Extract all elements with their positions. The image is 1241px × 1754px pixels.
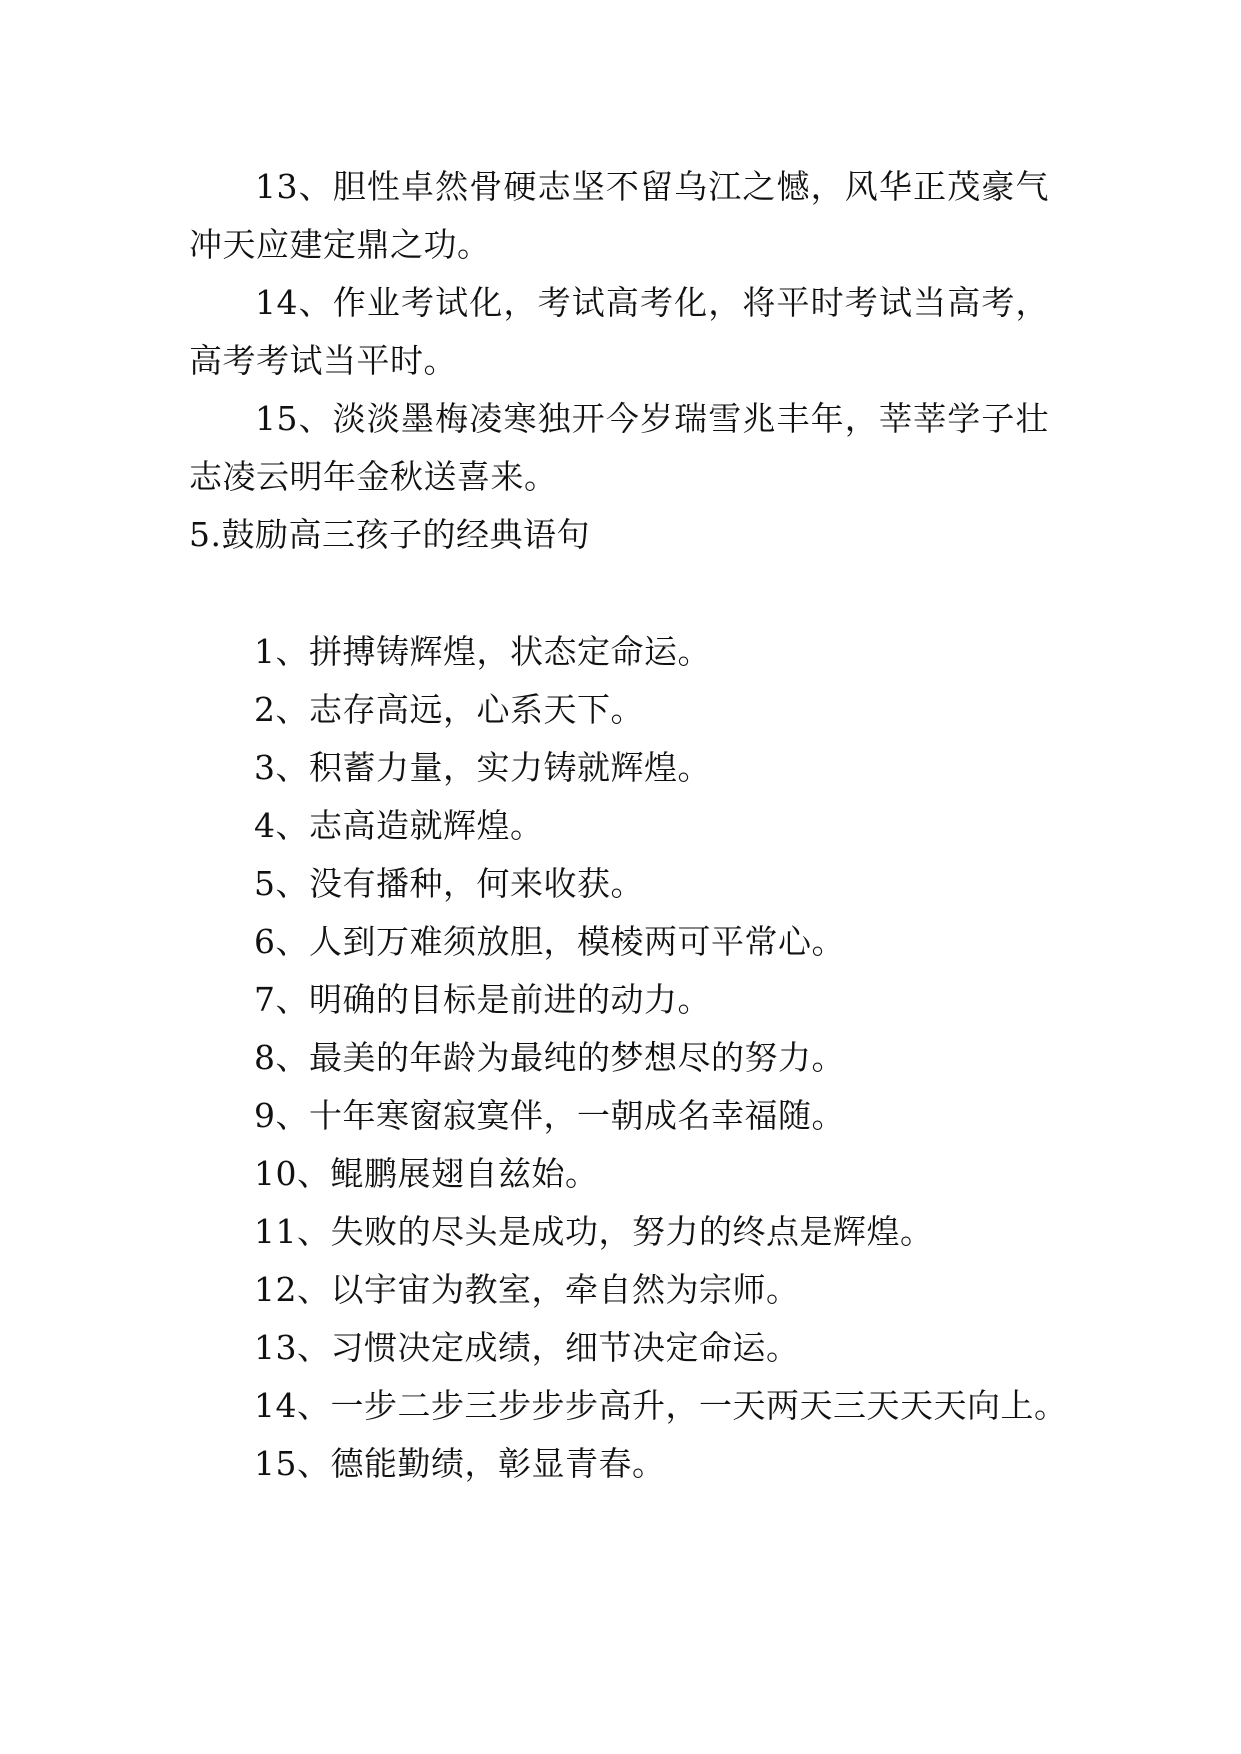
list-item: 9、十年寒窗寂寞伴，一朝成名幸福随。 [254, 1096, 845, 1135]
paragraph-14: 14、作业考试化，考试高考化，将平时考试当高考，高考考试当平时。 [189, 283, 1049, 380]
list-item: 10、鲲鹏展翅自兹始。 [254, 1154, 599, 1193]
list-item: 8、最美的年龄为最纯的梦想尽的努力。 [254, 1038, 845, 1077]
list-item: 2、志存高远，心系天下。 [254, 690, 644, 729]
list-item: 13、习惯决定成绩，细节决定命运。 [254, 1328, 800, 1367]
paragraph-13: 13、胆性卓然骨硬志坚不留乌江之憾，风华正茂豪气冲天应建定鼎之功。 [189, 167, 1049, 264]
list-item: 12、以宇宙为教室，牵自然为宗师。 [254, 1270, 800, 1309]
list-item: 1、拼搏铸辉煌，状态定命运。 [254, 632, 711, 671]
section-heading: 5.鼓励高三孩子的经典语句 [189, 515, 590, 554]
list-item: 5、没有播种，何来收获。 [254, 864, 644, 903]
list-item: 3、积蓄力量，实力铸就辉煌。 [254, 748, 711, 787]
list-item: 15、德能勤绩，彰显青春。 [254, 1444, 666, 1483]
list-item: 11、失败的尽头是成功，努力的终点是辉煌。 [254, 1212, 934, 1251]
list-item: 6、人到万难须放胆，模棱两可平常心。 [254, 922, 845, 961]
list-item: 14、一步二步三步步步高升，一天两天三天天天向上。 [254, 1386, 1068, 1425]
list-item: 7、明确的目标是前进的动力。 [254, 980, 711, 1019]
list-item: 4、志高造就辉煌。 [254, 806, 544, 845]
paragraph-15: 15、淡淡墨梅凌寒独开今岁瑞雪兆丰年，莘莘学子壮志凌云明年金秋送喜来。 [189, 399, 1049, 496]
